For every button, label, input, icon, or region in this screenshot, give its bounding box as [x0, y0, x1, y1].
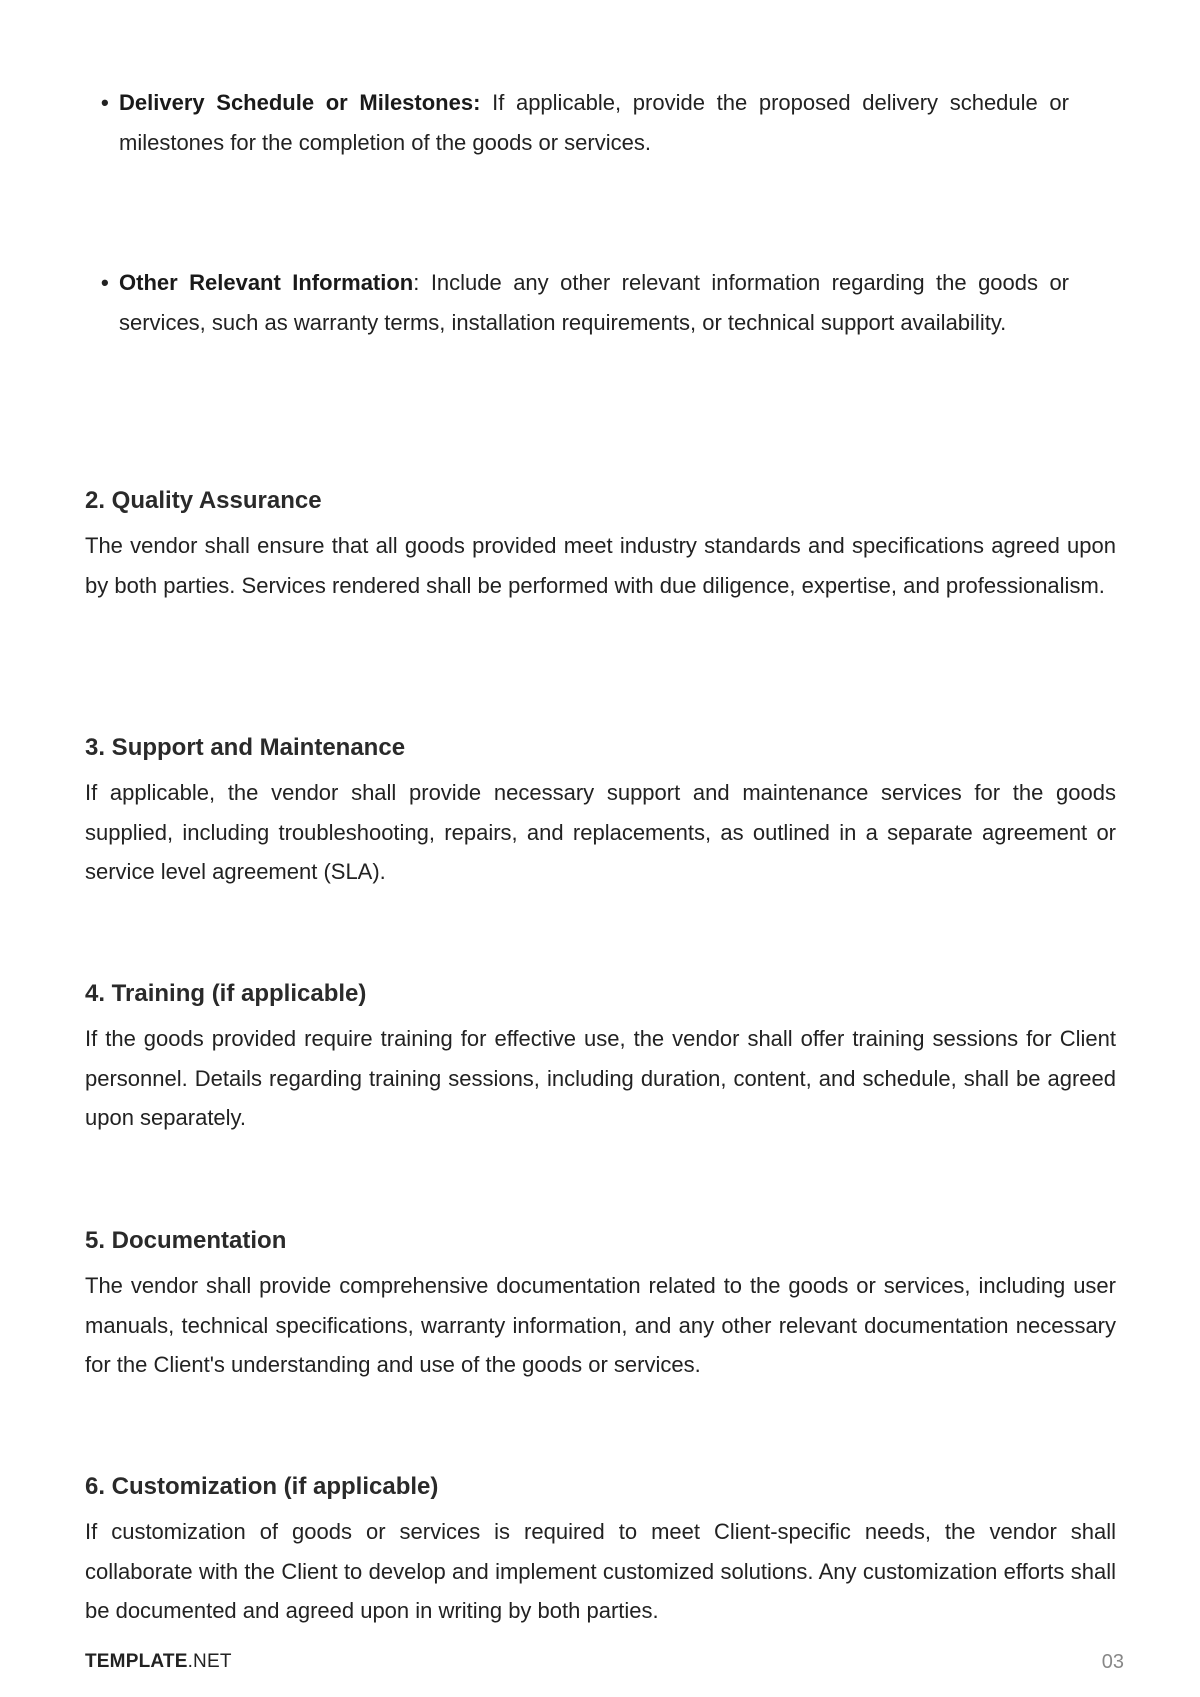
bullet-title: Delivery Schedule or Milestones: — [119, 90, 481, 115]
section-heading: 5. Documentation — [85, 1227, 287, 1254]
bullet-title: Other Relevant Information — [119, 270, 414, 295]
bullet-other-relevant-information — [101, 263, 1070, 342]
section-body: The vendor shall ensure that all goods provided meet industry standards and specifications agreed upon by both parties. Services rendered shall be performed with due diligence, expertise, and professionalism. — [85, 533, 1116, 598]
section-body: If applicable, the vendor shall provide necessary support and maintenance services for the goods supplied, including troubleshooting, repairs, and replacements, as outlined in a separate agreement or service level agreement (SLA). — [85, 780, 1116, 884]
section-heading: 6. Customization (if applicable) — [85, 1473, 439, 1500]
section-heading: 3. Support and Maintenance — [85, 734, 406, 761]
brand-name: TEMPLATE — [85, 1651, 188, 1672]
page-number: 03 — [1101, 1651, 1124, 1673]
section-heading: 2. Quality Assurance — [85, 487, 322, 514]
section-body: The vendor shall provide comprehensive documentation related to the goods or services, including user manuals, technical specifications, warranty information, and any other relevant documentation necessary for the Client's understanding and use of the goods or services. — [85, 1273, 1116, 1377]
brand-suffix: .NET — [187, 1651, 232, 1672]
footer-brand-logo — [85, 1650, 232, 1674]
bullet-dot: • — [101, 270, 109, 295]
section-quality-assurance — [85, 484, 1116, 605]
section-support-and-maintenance — [85, 731, 1116, 892]
bullet-separator: : — [413, 270, 420, 295]
bullet-text: Include any other relevant information regarding the goods or services, such as warranty terms, installation requirements, or technical support availability. — [119, 270, 1070, 335]
section-heading: 4. Training (if applicable) — [85, 980, 367, 1007]
section-body: If the goods provided require training for effective use, the vendor shall offer training sessions for Client personnel. Details regarding training sessions, including duration, content, and schedule, shall be agreed upon separately. — [85, 1026, 1116, 1130]
section-documentation — [85, 1224, 1116, 1385]
bullet-text: If applicable, provide the proposed delivery schedule or milestones for the completion of the goods or services. — [119, 90, 1069, 155]
section-training — [85, 977, 1116, 1138]
section-customization — [85, 1470, 1116, 1631]
bullet-delivery-schedule — [101, 83, 1069, 162]
bullet-dot: • — [101, 90, 109, 115]
section-body: If customization of goods or services is required to meet Client-specific needs, the vendor shall collaborate with the Client to develop and implement customized solutions. Any customization efforts shall be documented and agreed upon in writing by both parties. — [85, 1519, 1116, 1623]
